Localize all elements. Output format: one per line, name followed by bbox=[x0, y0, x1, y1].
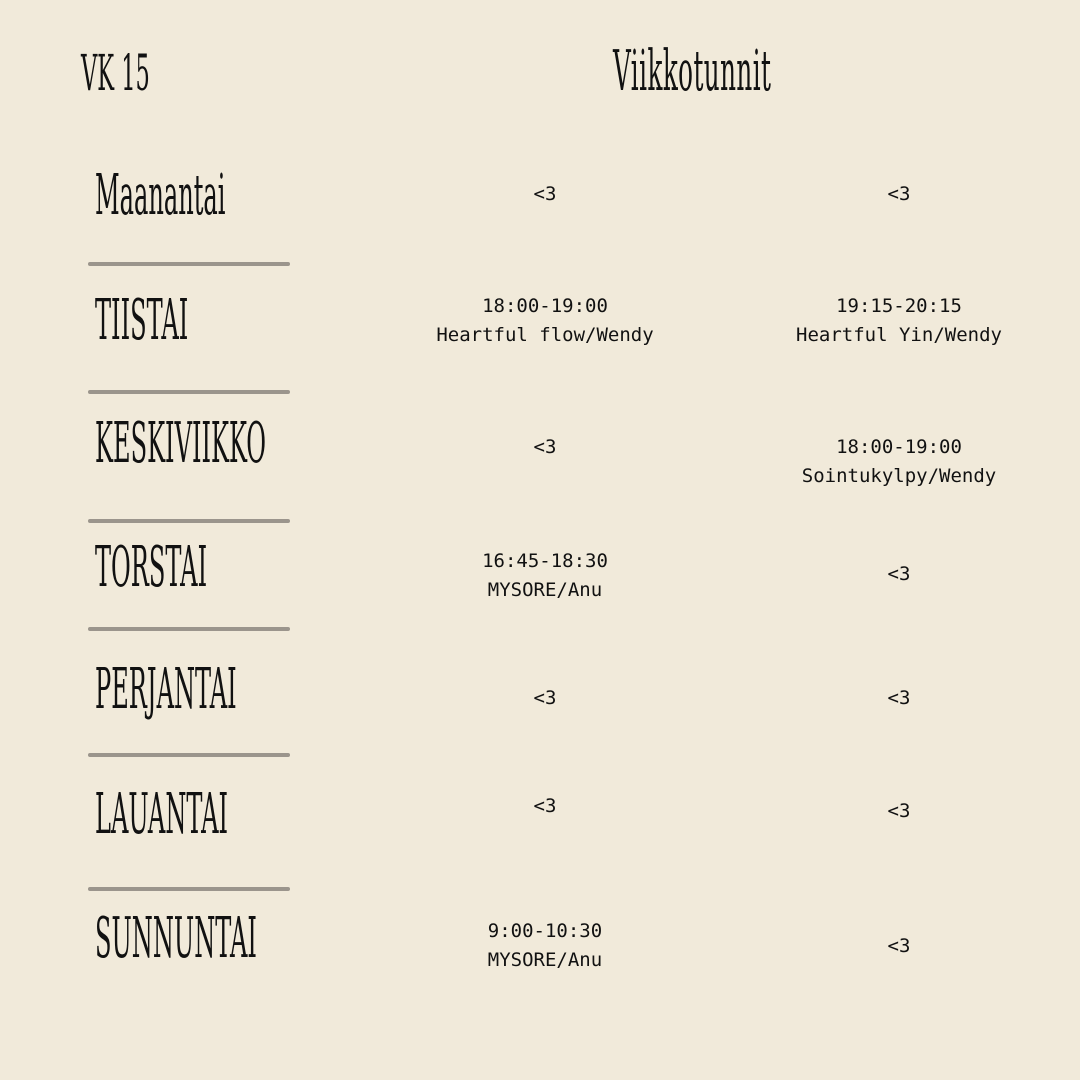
day-label-friday: PERJANTAI bbox=[95, 657, 237, 722]
divider bbox=[88, 887, 290, 891]
sunday-slot-1 bbox=[395, 917, 695, 975]
slot-class: MYSORE/Anu bbox=[487, 949, 603, 971]
slot-class: Sointukylpy/Wendy bbox=[801, 465, 997, 487]
divider bbox=[88, 753, 290, 757]
thursday-slot-2: <3 bbox=[887, 563, 911, 585]
monday-slot-2: <3 bbox=[887, 183, 911, 205]
day-label-saturday: LAUANTAI bbox=[95, 782, 229, 847]
sunday-slot-2: <3 bbox=[887, 935, 911, 957]
slot-class: Heartful flow/Wendy bbox=[436, 324, 654, 346]
saturday-slot-1: <3 bbox=[533, 795, 557, 817]
divider bbox=[88, 262, 290, 266]
wednesday-slot-1: <3 bbox=[533, 436, 557, 458]
friday-slot-2: <3 bbox=[887, 687, 911, 709]
saturday-slot-2: <3 bbox=[887, 800, 911, 822]
day-label-wednesday: KESKIVIIKKO bbox=[95, 411, 267, 476]
slot-time: 18:00-19:00 bbox=[836, 436, 962, 458]
page-title: Viikkotunnit bbox=[613, 39, 772, 104]
divider bbox=[88, 519, 290, 523]
slot-class: Heartful Yin/Wendy bbox=[796, 324, 1002, 346]
monday-slot-1: <3 bbox=[533, 183, 557, 205]
divider bbox=[88, 627, 290, 631]
day-label-sunday: SUNNUNTAI bbox=[95, 906, 257, 971]
friday-slot-1: <3 bbox=[533, 687, 557, 709]
tuesday-slot-1 bbox=[395, 292, 695, 350]
day-label-monday: Maanantai bbox=[95, 163, 226, 228]
slot-class: MYSORE/Anu bbox=[487, 579, 603, 601]
slot-time: 16:45-18:30 bbox=[482, 550, 608, 572]
divider bbox=[88, 390, 290, 394]
slot-time: 19:15-20:15 bbox=[836, 295, 962, 317]
week-label: VK 15 bbox=[81, 44, 150, 102]
tuesday-slot-2 bbox=[749, 292, 1049, 350]
slot-time: 9:00-10:30 bbox=[487, 920, 603, 942]
thursday-slot-1 bbox=[395, 547, 695, 605]
day-label-tuesday: TIISTAI bbox=[95, 288, 189, 353]
wednesday-slot-2 bbox=[749, 433, 1049, 491]
day-label-thursday: TORSTAI bbox=[95, 535, 208, 600]
slot-time: 18:00-19:00 bbox=[482, 295, 608, 317]
